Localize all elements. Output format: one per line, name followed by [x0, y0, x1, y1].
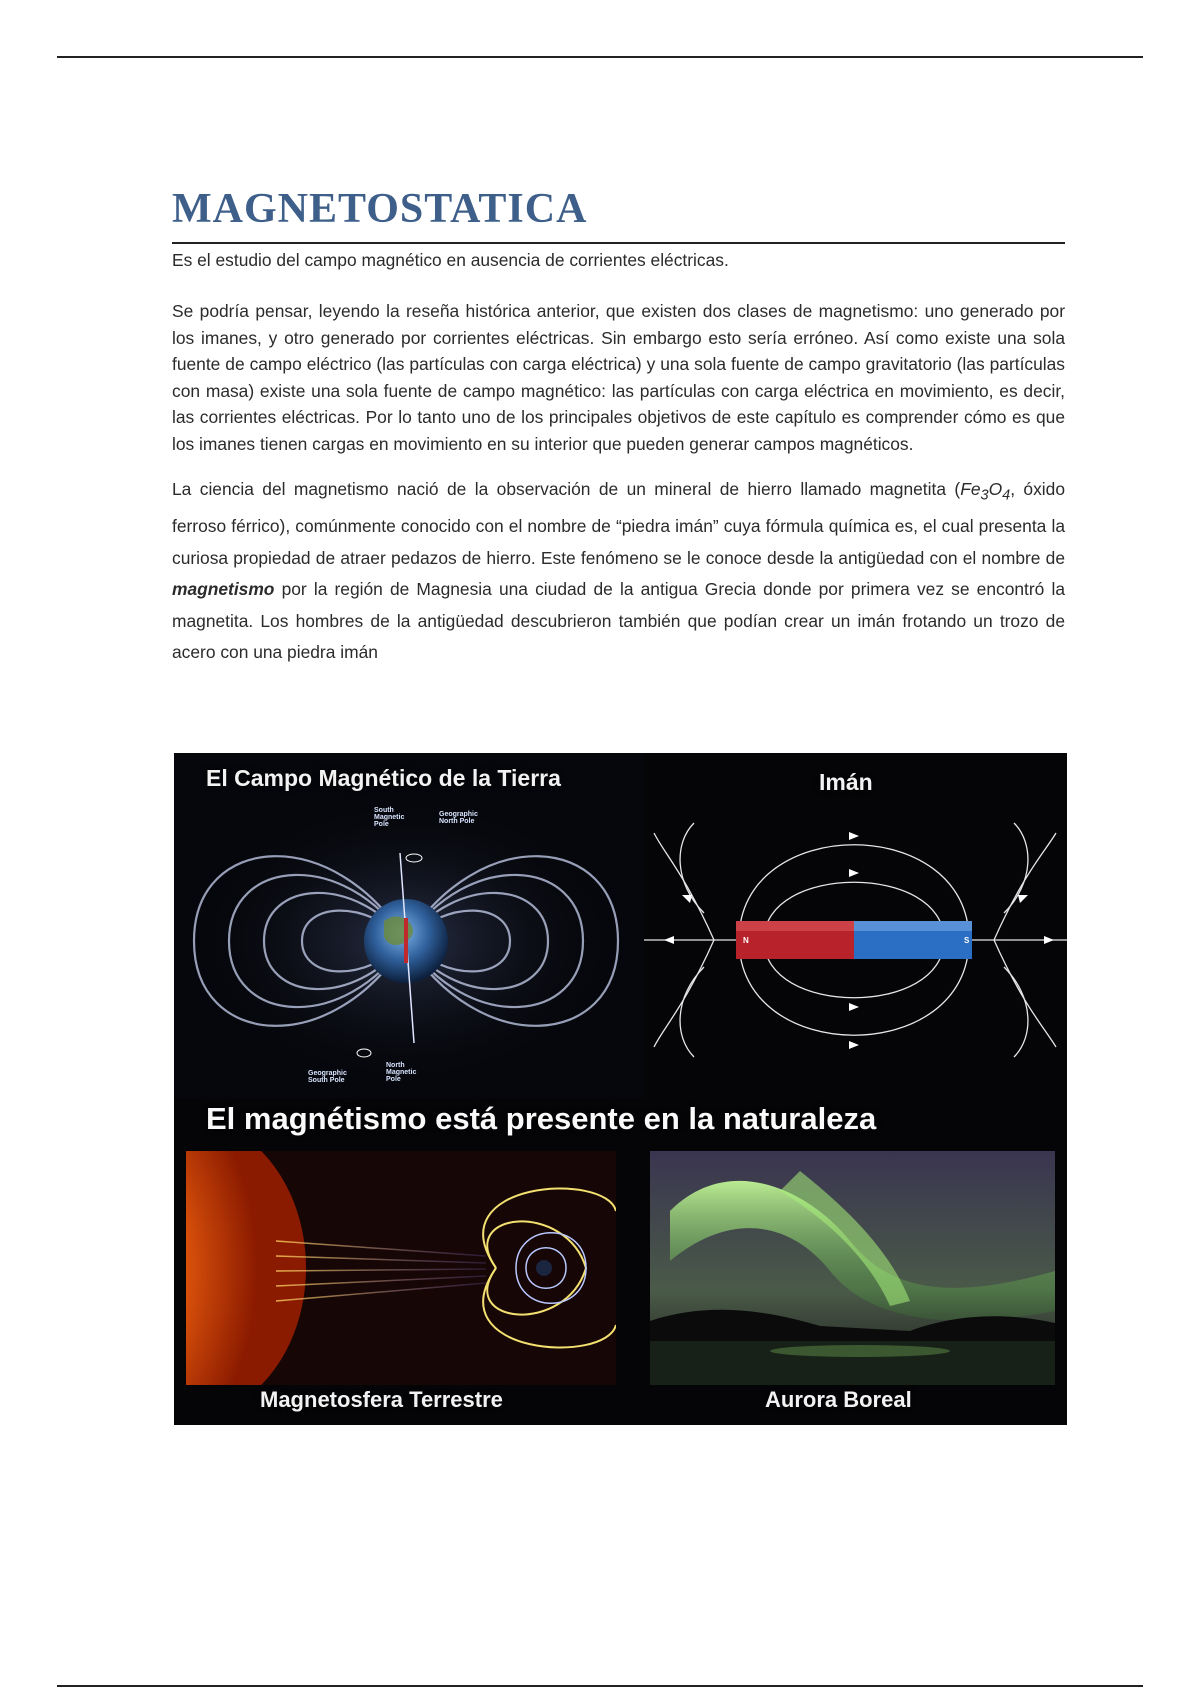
aurora-label: Aurora Boreal	[765, 1387, 912, 1412]
label-geographic-south-pole: Geographic South Pole	[308, 1070, 347, 1084]
magnet-title: Imán	[819, 769, 873, 795]
page-title: MAGNETOSTATICA	[172, 186, 588, 232]
title-underline	[172, 242, 1065, 244]
paragraph-2-part-3: por la región de Magnesia una ciudad de la antigua Grecia donde por primera vez se encontró la magnetita. Los hombres de la antigüedad descubrieron también que podían crear un imán frotando un trozo de acero con una piedra imán	[172, 579, 1065, 663]
bar-magnet-illustration	[644, 753, 1067, 1098]
formula-fe: Fe	[960, 478, 981, 499]
earth-field-illustration	[174, 753, 644, 1098]
magnetism-collage-figure	[174, 753, 1067, 1425]
document-body	[172, 188, 1065, 668]
emphasis-magnetismo: magnetismo	[172, 579, 275, 600]
magnetosphere-illustration	[186, 1151, 616, 1385]
paragraph-2-part-1: La ciencia del magnetismo nació de la observación de un mineral de hierro llamado magnetita (	[172, 478, 961, 499]
magnet-pole-n: N	[743, 936, 749, 945]
magnet-pole-s: S	[964, 936, 970, 945]
paragraph-1: Se podría pensar, leyendo la reseña histórica anterior, que existen dos clases de magnetismo: uno generado por los imanes, y otro generado por corrientes eléctricas. Sin embargo esto sería erróneo. Así como existe una sola fuente de campo eléctrico (las partículas con carga eléctrica) y una sola fuente de campo gravitatorio (las partículas con masa) existe una sola fuente de campo magnético: las partículas con carga eléctrica en movimiento, es decir, las corrientes eléctricas. Por lo tanto uno de los principales objetivos de este capítulo es comprender cómo es que los imanes tienen cargas en movimiento en su interior que pueden generar campos magnéticos.	[172, 301, 1065, 454]
magnetosphere-label: Magnetosfera Terrestre	[260, 1387, 503, 1412]
subtitle: Es el estudio del campo magnético en ausencia de corrientes eléctricas.	[172, 250, 729, 270]
figure-banner: El magnétismo está presente en la naturaleza	[206, 1101, 877, 1136]
label-geographic-north-pole: Geographic North Pole	[439, 811, 478, 825]
formula-o: O	[988, 478, 1003, 499]
formula-sub-2: 4	[1002, 487, 1011, 504]
header-rule	[57, 56, 1143, 58]
earth-field-title: El Campo Magnético de la Tierra	[206, 765, 561, 791]
label-north-magnetic-pole: North Magnetic Pole	[386, 1062, 417, 1083]
label-south-magnetic-pole: South Magnetic Pole	[374, 807, 405, 828]
aurora-illustration	[650, 1151, 1055, 1385]
paragraph-2	[172, 474, 1065, 669]
footer-rule	[57, 1685, 1143, 1687]
formula-sub-1: 3	[980, 487, 989, 504]
paragraph-2-part-2: , óxido ferroso férrico), comúnmente conocido con el nombre de “piedra imán” cuya fórmula química es, el cual presenta la curiosa propiedad de atraer pedazos de hierro. Este fenómeno se le conoce desde la antigüedad con el nombre de	[172, 478, 1065, 568]
formula	[960, 478, 1011, 504]
